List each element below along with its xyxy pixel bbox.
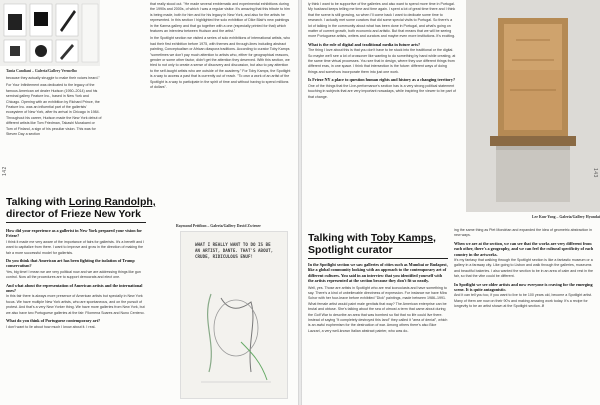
caption-lee-kun-yong: Lee Kun-Yong – Galería/Gallery Hyundai	[532, 215, 600, 219]
paragraph: because they actually struggle to make their voices heard."	[6, 76, 100, 80]
headline-prefix: Talking with	[308, 232, 371, 244]
page-number: 142	[2, 166, 8, 176]
paragraph: that really stood out. "He made several emblematic and experimental exhibitions during the 1990s and 2000s, of which I was a regular visitor. It's amazing that this tribute to him is being made, both for him and for his legacy in New York, and also for the artists he represented. In this section I highlighted the solo exhibition of Dike Blair's new paintings in the Karma gallery and that go together with a one (especially printed for that) which features an interview between Hudson and the artist."	[150, 2, 290, 34]
headline-rule	[6, 222, 146, 223]
left-page	[0, 0, 298, 405]
question: How did your experience as a gallerist in New York prepared your vision for Frieze?	[6, 228, 142, 239]
headline-rule	[308, 258, 448, 259]
interview-loring	[6, 226, 146, 332]
left-col1-text	[6, 76, 102, 139]
answer	[454, 293, 594, 309]
question: Do you think that American art has been fighting the isolation of Trump conservatism?	[6, 258, 135, 269]
answer: In this fair there is always more presence of American artists but specially in New York focus. We have multiple New York artists, who are spontaneous, and on the pursuit of protest. And that's a very New Yorker thing. We have more galleries from New York, but we also have two Portuguese galleries at the fair: Filomena Soares and Nuno Centeno.	[6, 294, 145, 315]
question: Is Frieze NY a place to question human rights and history as a changing territory?	[308, 77, 456, 83]
caption-raymond-pettibon: Raymond Pettibon – Galería/Gallery David Zwirner	[176, 224, 261, 228]
end-mark: //	[541, 304, 544, 309]
headline-line2: director of Frieze New York	[6, 208, 141, 220]
question: What do you think of Portuguese contemporary art?	[6, 318, 101, 324]
answer: The thing I love about this is that you don't have to be stuck into the traditional or the digital. So maybe we'll see a lot of crossover like wanting to do something by hand while creating, at the same time virtual processes. You see that in design, where they use different things from different eras, in one space. I think that intersection is the future: different ways of doing things and somehow incorporate them into just one work.	[308, 48, 456, 74]
right-page	[302, 0, 600, 405]
answer: One of the things that the Live-performance's section has is a very strong political statement touching in subjects that are very important nowadays, while inspiring the viewer to be part of that change.	[308, 83, 456, 99]
answer: Yes, big time! I mean we are very political now and we are addressing things like gun control. Now all the procedures are to support democrats and elect one.	[6, 269, 141, 280]
artwork-raymond-pettibon	[180, 231, 288, 399]
answer: It's my fantasy that walking through the Spotlight section is like a fantastic museum or a gallery in a faraway city. Like going to Lisbon and walk through the galleries, museums and beautiful bakeries. I also wanted the section to be in an area of calm and rest in the fair, so that the vibe could be different.	[454, 258, 594, 279]
headline-name: Toby Kamps,	[370, 232, 436, 244]
paragraph: For Your Infinitement was dedicated to the legacy of the famous American art dealer Hudson (1950–2014) and his seminal gallery Feature Inc., based in New York and Chicago. Opening with an exhibition by Richard Prince, the Feature Inc. was an influential part of the gallerists' ecosystem of New York, after its arrival in Chicago in 1984. Throughout his career, Hudson made the New York debut of different artists like Tom Friedman, Takashi Murakami or Tom of Finland, a sign of his peculiar vision. This was for Steven Day a section	[6, 83, 102, 137]
headline-toby-kamps	[308, 232, 458, 256]
interview-toby-col2	[454, 228, 594, 312]
question: In Spotlight we see older artists and now everyone is craving for the emerging scene. It is quite antagonistic.	[454, 281, 593, 293]
answer: I don't want to lie about how much I know about it. I real-	[6, 324, 96, 329]
question: And what about the representation of American artists and the international ones?	[6, 282, 143, 294]
question: What is the role of digital and traditional media in future arts?	[308, 41, 421, 47]
question: When we are at the section, we can see that the works are very different from each other, there's a geography, and we can feel the cultural specificity of each country in the artworks.	[454, 240, 594, 257]
headline-loring-randolph	[6, 196, 156, 220]
paragraph: ly think I want to be supportive of the galleries and also want to spend more time in Portugal. My husband keeps telling me time and time again. I spent a lot of great time there and I think that the scene is still growing, so when I'll come back I want to dedicate some time to research. I actually met some curators that did some special visits to Portugal. So there's a lot of talking in the community about what has been done in Portugal, and what's going on matter of current growth, both economic and artistic. But that means that we will be seeing more Portuguese artists, writers and curators and maybe even more institutions. It's exciting.	[308, 2, 456, 39]
right-col1-text	[308, 2, 456, 102]
headline-prefix: Talking with	[6, 196, 69, 208]
answer: Well, yes. Those are artists in Spotlight who are real iconoclasts and have something to say. There's a kind of unbelievable directness of expression. For instance we have Mira Schor with her four-leave before exhibited "Dick" paintings, made between 1986–1991. What female artist would paint male genitals that way? The American enterprise can be brutal and obtuse. She's talking about the sea of utmost a term that came about during the Golf War to describe an area that was bombed so flat that no life could live there. Instead of saying "it completely destroyed this land" they called it "area of denial", which is an awful euphemism for the destruction of war. Among others there's also Bice Lazzari, a very well-known Italian abstract painter, who was do-	[308, 285, 448, 333]
drawing-text: WHAT I REALLY WANT TO DO IS BE AN ARTIST, DANTE. THAT'S ABOUT, CRUDE, RIDICULOUS ENUF!	[195, 242, 274, 259]
left-col2-text	[150, 2, 292, 93]
page-number: 143	[592, 168, 598, 178]
answer-text: And it can tell you too, if you want to live to be 100 years old, become a Spotlight artist. Many of them are now on their 90's and making amazing work today. It's a recipe for longevity to be an artist shown at the Spotlight section.	[454, 293, 593, 309]
paragraph: In the Spotlight section we visited a series of solo exhibitions of international artists, who had their first exhibition before 1975, with themes and through-lines including abstract painting, Conceptualism or African diaspora traditions. According to curator Toby Kamps "sometimes we don't pay much attention to artists who, either for geographical reasons, gender or some other factor, didn't get the attention they deserved. With this section, we tried to not only to create a sense of discovery and discussion, but also to pay attention to the self-taught artists who are outside of the academy." For Toby Kamps, the Spotlight is a way to access a past that is currently out of reach. "To own a work of an artist of the Spotlight is a way to participate in the spirit of time and without having to spend millions of dollars".	[150, 36, 291, 90]
artwork-tania-candiani	[0, 0, 100, 66]
intro-question: In the Spotlight section we saw galleries of cities such as Mumbai or Budapest, like a global community looking with an approach to the contemporary art of different cultures. You said in an interview that you identified yourself with the artists represented at the section because they don't fit so neatly.	[308, 262, 448, 284]
headline-name: Loring Randolph,	[68, 196, 156, 208]
answer: ing the same thing as Piet Mondrian and expanded the idea of geometric abstraction in new ways.	[454, 228, 593, 238]
headline-line2: Spotlight curator	[308, 244, 393, 256]
artwork-lee-kun-yong	[466, 0, 600, 212]
interview-toby-col1	[308, 262, 448, 336]
answer: I think it made me very aware of the importance of fairs for gallerists. It's a benefit and I want to capitalize from there. I want to improve and grow in the direction of making the fair a more successful model for gallerists.	[6, 239, 145, 255]
caption-tania-candiani: Tania Candiani – Galería/Gallery Vermelho	[6, 69, 77, 73]
